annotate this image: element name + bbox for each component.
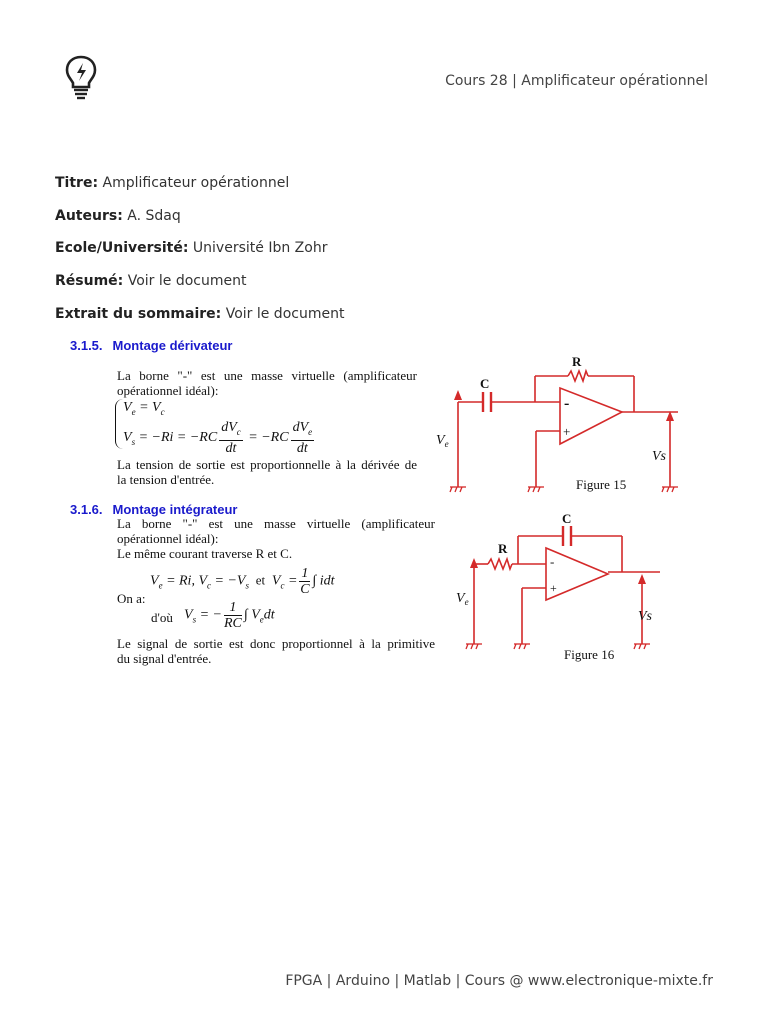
label-c: C	[480, 376, 490, 391]
label-ve: $V_e$	[436, 433, 449, 449]
integrateur-text-line2: opérationnel idéal):	[117, 531, 219, 546]
equation-ve-vc: $V_e = V_c$	[123, 400, 165, 417]
label-vs: Vs	[652, 449, 666, 464]
section-heading-integrateur: 3.1.6. Montage intégrateur	[70, 502, 238, 517]
label-r: R	[572, 354, 582, 369]
label-r: R	[498, 541, 508, 556]
integrateur-text-line1: La borne "-" est une masse virtuelle (amplificateur	[117, 516, 435, 531]
label-minus: -	[564, 395, 570, 412]
figure-15-caption: Figure 15	[576, 477, 627, 492]
meta-titre: Titre: Amplificateur opérationnel	[55, 175, 290, 191]
integrateur-dou: d'où	[151, 610, 173, 625]
label-vs: Vs	[638, 609, 652, 624]
lightbulb-bolt-icon	[64, 54, 98, 100]
meta-extrait: Extrait du sommaire: Voir le document	[55, 306, 345, 322]
figure-15-derivateur-circuit	[430, 352, 690, 500]
equation-ve-ri: $V_e = Ri$, $V_c = -V_s$ et $V_c$ = $\frac{1}{C}$ ∫ idt	[150, 566, 335, 597]
integrateur-text-line3: Le même courant traverse R et C.	[117, 546, 293, 561]
equation-vs-integral: $V_s$ = − $\frac{1}{RC}$ ∫ $V_edt$	[184, 600, 275, 631]
label-c: C	[562, 511, 572, 526]
label-ve: $V_e$	[456, 591, 469, 607]
meta-resume: Résumé: Voir le document	[55, 273, 247, 289]
equation-vs-derivative: $V_s = -Ri = -RC$ $\frac{dV_c}{dt}$ = −RC $\frac{dV_e}{dt}$	[123, 420, 313, 456]
integrateur-conclusion-line1: Le signal de sortie est donc proportionnel à la primitive	[117, 636, 435, 651]
meta-ecole: Ecole/Université: Université Ibn Zohr	[55, 240, 328, 256]
section-heading-derivateur: 3.1.5. Montage dérivateur	[70, 338, 233, 353]
integrateur-on-a: On a:	[117, 591, 146, 606]
page-header-title: Cours 28 | Amplificateur opérationnel	[445, 73, 708, 89]
page-footer: FPGA | Arduino | Matlab | Cours @ www.electronique-mixte.fr	[285, 973, 713, 989]
label-plus: +	[550, 581, 557, 595]
derivateur-conclusion-line2: la tension d'entrée.	[117, 472, 215, 487]
figure-16-integrateur-circuit	[450, 510, 670, 670]
derivateur-text-line2: opérationnel idéal):	[117, 383, 219, 398]
figure-16-caption: Figure 16	[564, 647, 615, 662]
integrateur-conclusion-line2: du signal d'entrée.	[117, 651, 212, 666]
derivateur-conclusion-line1: La tension de sortie est proportionnelle à la dérivée de	[117, 457, 417, 472]
meta-auteurs: Auteurs: A. Sdaq	[55, 208, 181, 224]
label-plus: +	[563, 424, 571, 439]
derivateur-text-line1: La borne "-" est une masse virtuelle (amplificateur	[117, 368, 417, 383]
label-minus: -	[550, 554, 555, 569]
